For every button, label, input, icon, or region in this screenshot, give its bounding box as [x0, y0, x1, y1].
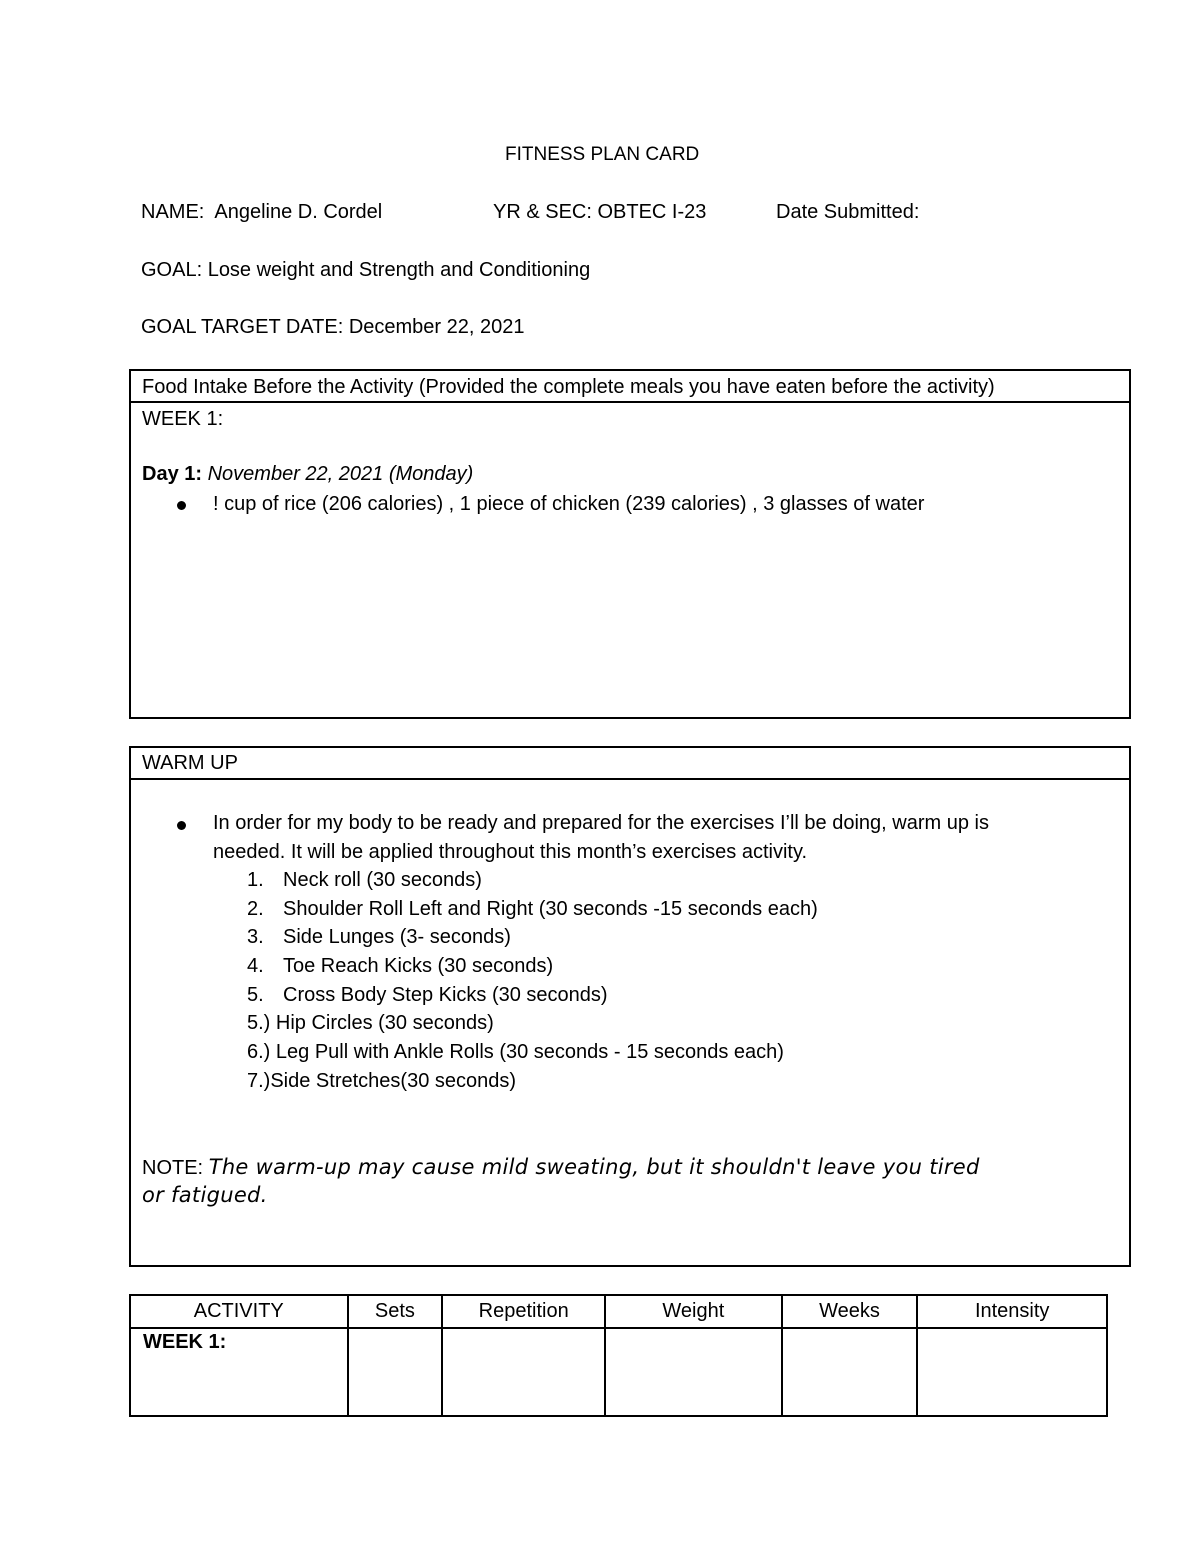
list-item-number: 5. [247, 984, 264, 1006]
table-cell-weight [605, 1328, 782, 1416]
goal-target-date: GOAL TARGET DATE: December 22, 2021 [141, 316, 525, 338]
yr-sec-field: YR & SEC: OBTEC I-23 [493, 201, 707, 223]
column-header-weeks: Weeks [782, 1295, 918, 1328]
list-item-number: 4. [247, 955, 264, 977]
list-item: Neck roll (30 seconds) [283, 869, 482, 891]
list-item: Cross Body Step Kicks (30 seconds) [283, 984, 608, 1006]
list-item: Side Lunges (3- seconds) [283, 926, 511, 948]
day-date: November 22, 2021 (Monday) [207, 463, 474, 485]
day-label: Day 1: [142, 463, 203, 485]
warm-up-box [129, 746, 1131, 1267]
table-cell-activity: WEEK 1: [130, 1328, 348, 1416]
goal-line: GOAL: Lose weight and Strength and Conditioning [141, 259, 591, 281]
warm-up-intro-line1: In order for my body to be ready and prepared for the exercises I’ll be doing, warm up is [213, 812, 989, 834]
meal-item: ! cup of rice (206 calories) , 1 piece of chicken (239 calories) , 3 glasses of water [213, 493, 925, 515]
column-header-weight: Weight [605, 1295, 782, 1328]
table-row [130, 1328, 1107, 1416]
list-item: 5.) Hip Circles (30 seconds) [247, 1012, 494, 1034]
list-item-number: 3. [247, 926, 264, 948]
column-header-activity: ACTIVITY [130, 1295, 348, 1328]
activity-table [129, 1294, 1108, 1417]
list-item: Toe Reach Kicks (30 seconds) [283, 955, 554, 977]
table-cell-sets [348, 1328, 443, 1416]
food-intake-header [131, 371, 1129, 403]
list-item: 6.) Leg Pull with Ankle Rolls (30 seconds - 15 seconds each) [247, 1041, 784, 1063]
list-item: 7.)Side Stretches(30 seconds) [247, 1070, 517, 1092]
food-intake-box [129, 369, 1131, 719]
table-cell-intensity [917, 1328, 1107, 1416]
bullet-icon [177, 501, 186, 510]
warm-up-header-text: WARM UP [142, 752, 238, 774]
name-value: Angeline D. Cordel [214, 201, 383, 223]
table-header-row [130, 1295, 1107, 1328]
column-header-intensity: Intensity [917, 1295, 1107, 1328]
list-item: Shoulder Roll Left and Right (30 seconds -15 seconds each) [283, 898, 818, 920]
note-line1 [142, 1155, 980, 1180]
page-title: FITNESS PLAN CARD [505, 144, 700, 165]
note-label: NOTE: [142, 1157, 204, 1179]
name-label: NAME: [141, 201, 205, 223]
warm-up-intro-line2: needed. It will be applied throughout this month’s exercises activity. [213, 841, 808, 863]
list-item-number: 2. [247, 898, 264, 920]
column-header-sets: Sets [348, 1295, 443, 1328]
food-week-label: WEEK 1: [142, 408, 224, 430]
food-intake-header-text: Food Intake Before the Activity (Provided the complete meals you have eaten before the activity) [142, 376, 995, 398]
note-text-1: The warm-up may cause mild sweating, but it shouldn't leave you tired [208, 1155, 980, 1179]
note-text-2: or fatigued. [142, 1183, 268, 1207]
bullet-icon [177, 821, 186, 830]
table-cell-repetition [442, 1328, 605, 1416]
date-submitted-field: Date Submitted: [776, 201, 920, 223]
list-item-number: 1. [247, 869, 264, 891]
name-field [141, 201, 382, 224]
day-line [142, 463, 473, 486]
column-header-repetition: Repetition [442, 1295, 605, 1328]
warm-up-header [131, 748, 1129, 780]
table-cell-weeks [782, 1328, 918, 1416]
